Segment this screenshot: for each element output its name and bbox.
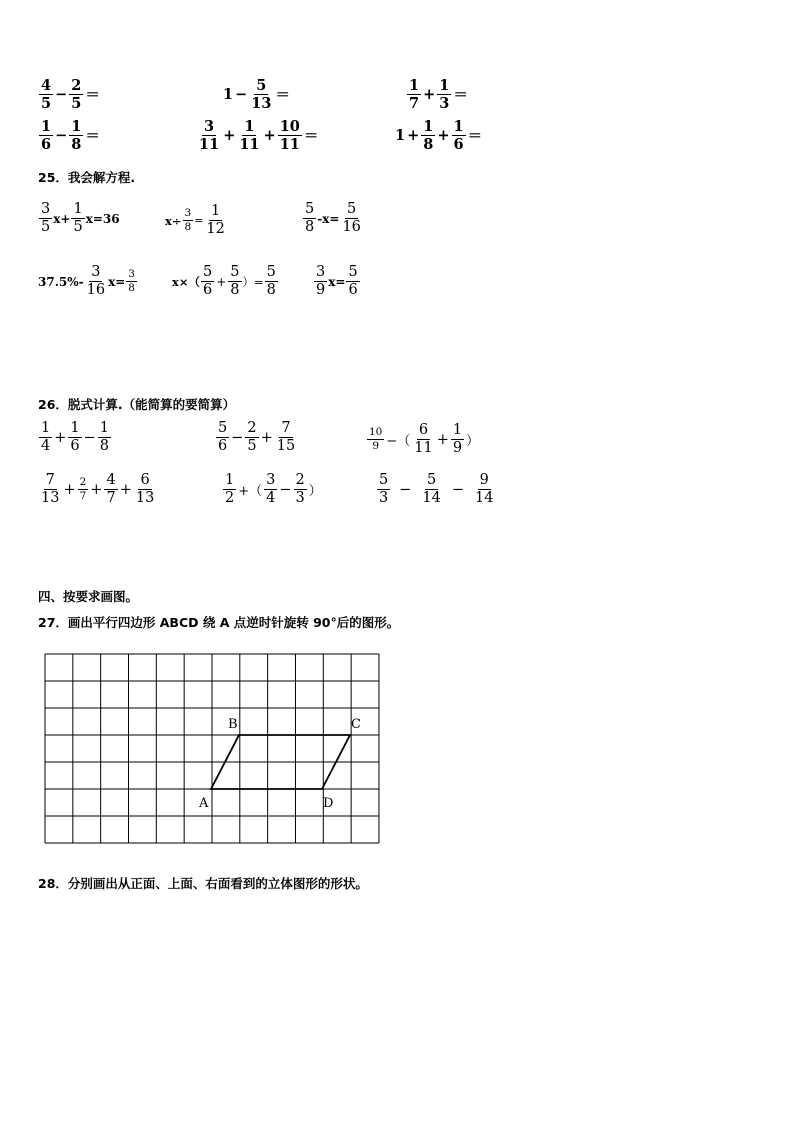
q24-row1-expr-a: $\frac{4}{5}$ − $\frac{2}{5}$ ＝ bbox=[41, 77, 100, 113]
fraction: $\frac{2}{3}$ bbox=[295, 472, 305, 507]
q26-expr-2c: $\frac{5}{3}$ − $\frac{5}{14}$ − $\frac{9}{14}$ bbox=[379, 472, 494, 507]
q25-heading: 25．我会解方程. bbox=[38, 170, 136, 185]
label-c: C bbox=[351, 717, 361, 732]
fraction: $\frac{6}{13}$ bbox=[135, 472, 155, 507]
q28-heading: 28．分别画出从正面、上面、右面看到的立体图形的形状。 bbox=[38, 876, 368, 891]
fraction: $\frac{1}{5}$ bbox=[73, 201, 83, 236]
fraction: $\frac{1}{8}$ bbox=[423, 118, 434, 154]
q26-expr-1c: $\frac{10}{9}$ −（ $\frac{6}{11}$ + $\frac{1}{9}$ ） bbox=[369, 422, 480, 457]
q27-grid-diagram bbox=[44, 653, 382, 847]
fraction: $\frac{9}{14}$ bbox=[475, 472, 494, 507]
fraction: $\frac{2}{5}$ bbox=[71, 77, 82, 113]
fraction: $\frac{1}{8}$ bbox=[99, 420, 110, 455]
fraction: $\frac{5}{13}$ bbox=[251, 77, 272, 113]
q24-row2-expr-c: 1 + $\frac{1}{8}$ + $\frac{1}{6}$ ＝ bbox=[395, 118, 483, 154]
q25-equation-3: $\frac{5}{8}$ -x= $\frac{5}{16}$ bbox=[305, 201, 361, 236]
q25-equation-2: x÷ $\frac{3}{8}$ = $\frac{1}{12}$ bbox=[165, 203, 225, 238]
fraction: $\frac{1}{6}$ bbox=[41, 118, 52, 154]
fraction: $\frac{10}{11}$ bbox=[279, 118, 300, 154]
q26-expr-2a: $\frac{7}{13}$ + $\frac{2}{7}$ + $\frac{4}{7}$ + $\frac{6}{13}$ bbox=[41, 472, 155, 507]
fraction: $\frac{6}{11}$ bbox=[414, 422, 433, 457]
fraction: $\frac{1}{6}$ bbox=[453, 118, 464, 154]
fraction: $\frac{1}{8}$ bbox=[71, 118, 82, 154]
fraction: $\frac{1}{3}$ bbox=[439, 77, 450, 113]
fraction: $\frac{3}{8}$ bbox=[184, 207, 192, 234]
fraction: $\frac{1}{9}$ bbox=[452, 422, 463, 457]
q26-expr-2b: $\frac{1}{2}$ +（ $\frac{3}{4}$ − $\frac{2}{3}$ ） bbox=[225, 472, 322, 507]
label-a: A bbox=[199, 796, 209, 811]
q24-row2-expr-b: $\frac{3}{11}$ + $\frac{1}{11}$ + $\frac{10}{11}$ ＝ bbox=[199, 118, 319, 154]
grid-lines bbox=[45, 654, 379, 843]
fraction: $\frac{3}{9}$ bbox=[316, 264, 326, 299]
fraction: $\frac{1}{11}$ bbox=[239, 118, 260, 154]
fraction: $\frac{5}{8}$ bbox=[230, 264, 240, 299]
fraction: $\frac{4}{5}$ bbox=[41, 77, 52, 113]
q26-expr-1a: $\frac{1}{4}$ + $\frac{1}{6}$ − $\frac{1}{8}$ bbox=[41, 420, 110, 455]
fraction: $\frac{3}{8}$ bbox=[128, 268, 135, 295]
fraction: $\frac{7}{15}$ bbox=[276, 420, 296, 455]
label-b: B bbox=[228, 717, 238, 732]
fraction: $\frac{3}{5}$ bbox=[41, 201, 51, 236]
fraction: $\frac{5}{8}$ bbox=[305, 201, 315, 236]
fraction: $\frac{10}{9}$ bbox=[369, 426, 383, 453]
fraction: $\frac{3}{4}$ bbox=[266, 472, 276, 507]
fraction: $\frac{2}{7}$ bbox=[79, 476, 87, 503]
label-d: D bbox=[323, 796, 334, 811]
fraction: $\frac{5}{6}$ bbox=[203, 264, 213, 299]
q24-row1-expr-b: 1 − $\frac{5}{13}$ ＝ bbox=[223, 77, 290, 113]
fraction: $\frac{5}{6}$ bbox=[348, 264, 358, 299]
fraction: $\frac{1}{2}$ bbox=[225, 472, 235, 507]
fraction: $\frac{2}{5}$ bbox=[247, 420, 257, 455]
fraction: $\frac{3}{11}$ bbox=[199, 118, 220, 154]
fraction: $\frac{5}{14}$ bbox=[422, 472, 441, 507]
fraction: $\frac{5}{8}$ bbox=[266, 264, 276, 299]
q26-expr-1b: $\frac{5}{6}$ − $\frac{2}{5}$ + $\frac{7}{15}$ bbox=[218, 420, 296, 455]
q25-equation-6: $\frac{3}{9}$ x= $\frac{5}{6}$ bbox=[316, 264, 358, 299]
fraction: $\frac{5}{6}$ bbox=[218, 420, 228, 455]
q25-equation-5: x×（ $\frac{5}{6}$ + $\frac{5}{8}$ ）= $\frac{5}{8}$ bbox=[172, 264, 276, 299]
q26-heading: 26．脱式计算.（能简算的要简算） bbox=[38, 397, 236, 412]
fraction: $\frac{5}{16}$ bbox=[342, 201, 361, 236]
fraction: $\frac{1}{12}$ bbox=[206, 203, 225, 238]
q24-row1-expr-c: $\frac{1}{7}$ + $\frac{1}{3}$ ＝ bbox=[409, 77, 468, 113]
q25-equation-4: 37.5%- $\frac{3}{16}$ x= $\frac{3}{8}$ bbox=[38, 264, 135, 299]
q27-heading: 27．画出平行四边形 ABCD 绕 A 点逆时针旋转 90°后的图形。 bbox=[38, 615, 400, 630]
fraction: $\frac{5}{3}$ bbox=[379, 472, 389, 507]
fraction: $\frac{3}{16}$ bbox=[86, 264, 106, 299]
fraction: $\frac{1}{4}$ bbox=[41, 420, 51, 455]
fraction: $\frac{1}{7}$ bbox=[409, 77, 420, 113]
section4-heading: 四、按要求画图。 bbox=[38, 589, 139, 604]
fraction: $\frac{1}{6}$ bbox=[70, 420, 80, 455]
q24-row2-expr-a: $\frac{1}{6}$ − $\frac{1}{8}$ ＝ bbox=[41, 118, 100, 154]
fraction: $\frac{4}{7}$ bbox=[106, 472, 116, 507]
fraction: $\frac{7}{13}$ bbox=[41, 472, 60, 507]
q25-equation-1: $\frac{3}{5}$ x+ $\frac{1}{5}$ x=36 bbox=[41, 201, 120, 236]
